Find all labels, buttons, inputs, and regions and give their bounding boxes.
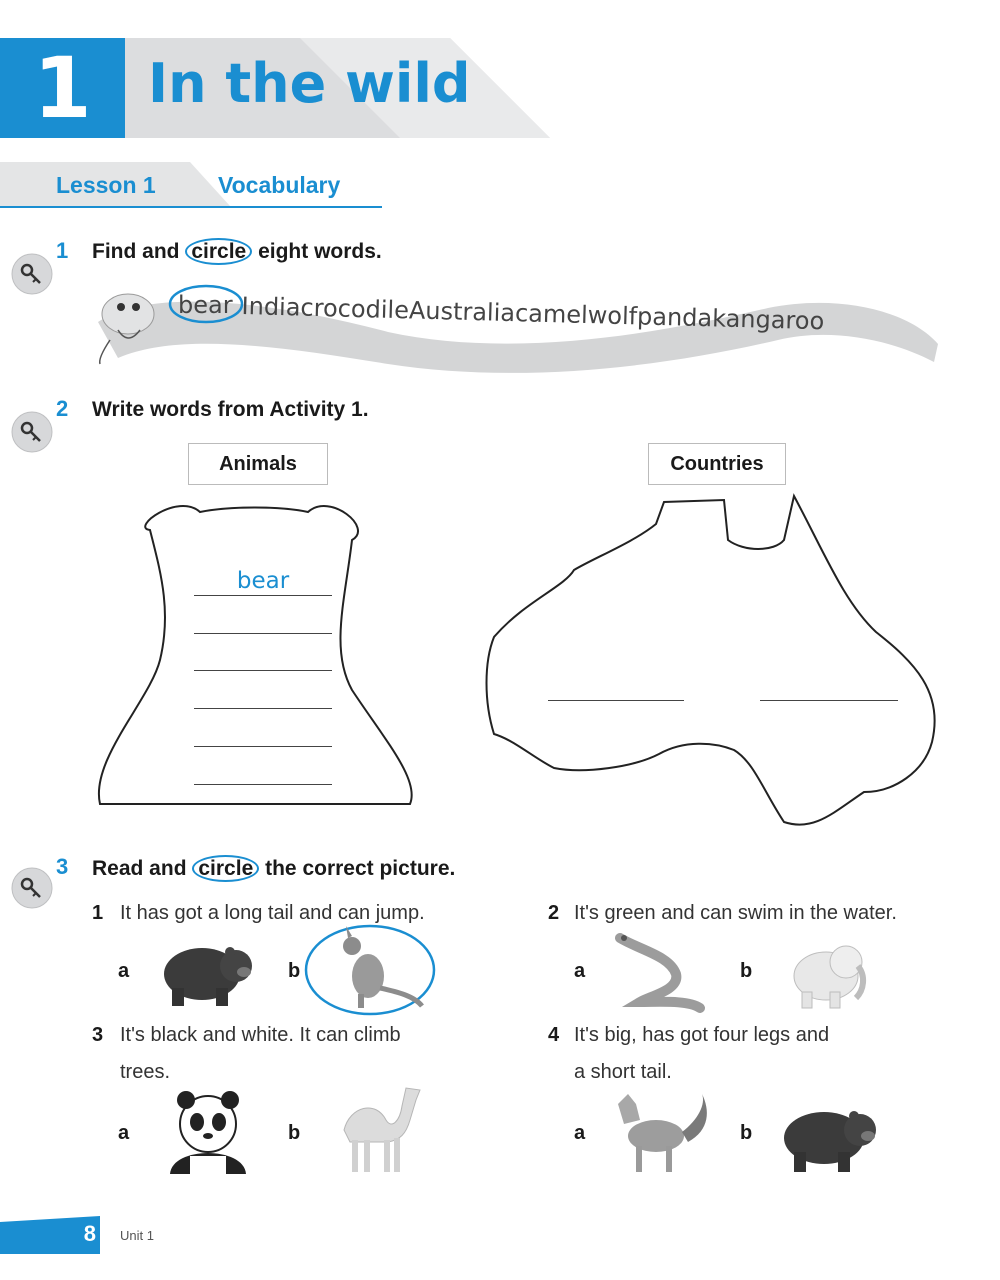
page-number: 8 [83,1221,96,1246]
question-3-text-line-2: trees. [120,1061,171,1083]
circled-word: circle [192,855,259,882]
animals-label: Animals [188,443,328,485]
answer-line[interactable] [194,595,332,596]
activity-2-instruction: Write words from Activity 1. [92,398,369,421]
question-3-number: 3 [92,1024,104,1046]
key-icon [10,410,54,454]
example-answer: bear [236,568,290,594]
lesson-underline [0,206,382,208]
countries-label: Countries [648,443,786,485]
answer-line[interactable] [194,746,332,747]
word-snake-letters: IndiacrocodileAustraliacamelwolfpandakangaroo [241,292,825,336]
answer-line[interactable] [548,700,684,701]
question-2-text: It's green and can swim in the water. [574,902,897,924]
option-a-label: a [118,960,130,982]
wolf-picture[interactable] [610,1090,714,1176]
camel-picture[interactable] [330,1080,430,1176]
activity-1-instruction: Find and circle eight words. [92,240,382,263]
word-snake-circled-word: bear [178,291,233,319]
panda-picture[interactable] [160,1086,256,1178]
unit-number: 1 [33,39,92,137]
answer-line[interactable] [194,670,332,671]
bear-picture[interactable] [160,938,256,1010]
activity-1-number: 1 [56,238,69,263]
option-b-label: b [740,1122,753,1144]
option-a-label: a [574,960,586,982]
answer-line[interactable] [194,708,332,709]
circled-word: circle [185,238,252,265]
option-b-label: b [740,960,753,982]
question-4-text-line-2: a short tail. [574,1061,672,1083]
option-b-label: b [288,1122,301,1144]
bear-outline [90,490,425,810]
australia-outline [484,492,944,834]
key-icon [10,252,54,296]
footer-unit-label: Unit 1 [120,1228,154,1243]
activity-3-number: 3 [56,854,69,879]
option-a-label: a [574,1122,586,1144]
crocodile-picture[interactable] [610,930,706,1014]
answer-line[interactable] [194,784,332,785]
question-4-number: 4 [548,1024,560,1046]
bear-picture[interactable] [780,1100,880,1176]
question-4-text: It's big, has got four legs and [574,1024,830,1046]
answer-line[interactable] [194,633,332,634]
lesson-topic: Vocabulary [218,172,341,198]
unit-title: In the wild [148,52,471,115]
option-a-label: a [118,1122,130,1144]
kangaroo-picture[interactable] [302,922,438,1018]
activity-2-number: 2 [56,396,69,421]
question-3-text: It's black and white. It can climb [120,1024,401,1046]
option-b-label: b [288,960,301,982]
elephant-picture[interactable] [780,936,872,1012]
question-1-text: It has got a long tail and can jump. [120,902,425,924]
answer-line[interactable] [760,700,898,701]
key-icon [10,866,54,910]
question-1-number: 1 [92,902,104,924]
activity-3-instruction: Read and circle the correct picture. [92,857,456,880]
question-2-number: 2 [548,902,560,924]
lesson-label: Lesson 1 [56,172,156,198]
